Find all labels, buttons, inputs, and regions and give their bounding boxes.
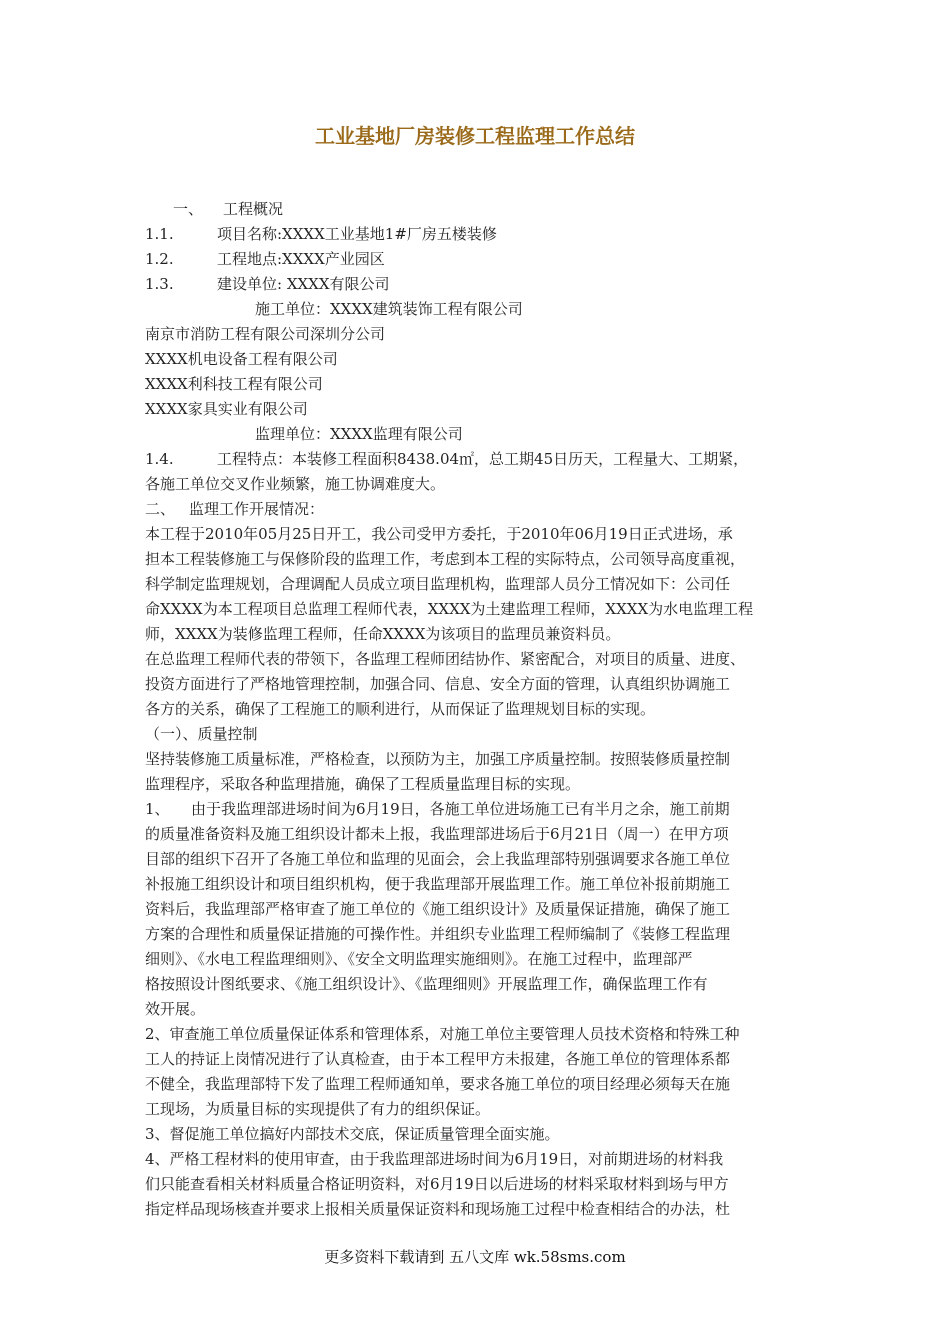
paragraph-line: 的质量准备资料及施工组织设计都未上报，我监理部进场后于6月21日（周一）在甲方项 [145, 825, 729, 843]
item-text: 建设单位: XXXX有限公司 [217, 275, 390, 293]
section-title: 监理工作开展情况： [189, 500, 325, 518]
paragraph-line: 工现场，为质量目标的实现提供了有力的组织保证。 [145, 1100, 491, 1118]
paragraph-line: 命XXXX为本工程项目总监理工程师代表，XXXX为土建监理工程师，XXXX为水电监理工程 [145, 600, 754, 618]
item-text: 工程特点：本装修工程面积8438.04㎡，总工期45日历天，工程量大、工期紧， [217, 450, 749, 468]
point-1 [145, 797, 807, 822]
paragraph-line: 担本工程装修施工与保修阶段的监理工作，考虑到本工程的实际特点，公司领导高度重视， [145, 550, 746, 568]
paragraph-line: 2、审查施工单位质量保证体系和管理体系，对施工单位主要管理人员技术资格和特殊工种 [145, 1025, 740, 1043]
subsection-heading: （一）、质量控制 [145, 725, 258, 743]
paragraph-line: 目部的组织下召开了各施工单位和监理的见面会，会上我监理部特别强调要求各施工单位 [145, 850, 731, 868]
item-number: 1.3. [145, 275, 174, 293]
paragraph-line: 细则》、《水电工程监理细则》、《安全文明监理实施细则》。在施工过程中，监理部严 [145, 950, 693, 968]
paragraph-line: 方案的合理性和质量保证措施的可操作性。并组织专业监理工程师编制了《装修工程监理 [145, 925, 731, 943]
item-number: 1.4. [145, 450, 174, 468]
item-number: 1.1. [145, 225, 174, 243]
paragraph-line: 在总监理工程师代表的带领下，各监理工程师团结协作、紧密配合，对项目的质量、进度、 [145, 650, 746, 668]
item-number: 1.2. [145, 250, 174, 268]
supervision-unit: 监理单位：XXXX监理有限公司 [255, 425, 463, 443]
paragraph-line: 各方的关系，确保了工程施工的顺利进行，从而保证了监理规划目标的实现。 [145, 700, 656, 718]
section-heading-2 [145, 497, 807, 522]
paragraph-line: 补报施工组织设计和项目组织机构，便于我监理部开展监理工作。施工单位补报前期施工 [145, 875, 731, 893]
paragraph-line: 们只能查看相关材料质量合格证明资料，对6月19日以后进场的材料采取材料到场与甲方 [145, 1175, 729, 1193]
item-1-4 [145, 447, 807, 472]
section-heading-1 [145, 197, 807, 222]
paragraph-line: 效开展。 [145, 1000, 206, 1018]
section-title: 工程概况 [223, 200, 284, 218]
item-text: 工程地点:XXXX产业园区 [217, 250, 385, 268]
item-1-1 [145, 222, 807, 247]
paragraph-line: 工人的持证上岗情况进行了认真检查，由于本工程甲方未报建，各施工单位的管理体系都 [145, 1050, 731, 1068]
paragraph-line: 格按照设计图纸要求、《施工组织设计》、《监理细则》开展监理工作，确保监理工作有 [145, 975, 708, 993]
item-1-2 [145, 247, 807, 272]
construction-unit: 施工单位：XXXX建筑装饰工程有限公司 [255, 300, 523, 318]
contractor-line: XXXX利科技工程有限公司 [145, 375, 323, 393]
item-text: 项目名称:XXXX工业基地1#厂房五楼装修 [217, 225, 497, 243]
point-text: 由于我监理部进场时间为6月19日，各施工单位进场施工已有半月之余，施工前期 [191, 800, 730, 818]
paragraph-line: 资料后，我监理部严格审查了施工单位的《施工组织设计》及质量保证措施，确保了施工 [145, 900, 731, 918]
paragraph-line: 师，XXXX为装修监理工程师，任命XXXX为该项目的监理员兼资料员。 [145, 625, 621, 643]
page-title: 工业基地厂房装修工程监理工作总结 [315, 124, 635, 148]
paragraph-line: 不健全，我监理部特下发了监理工程师通知单，要求各施工单位的项目经理必须每天在施 [145, 1075, 731, 1093]
paragraph-line: 坚持装修施工质量标准，严格检查，以预防为主，加强工序质量控制。按照装修质量控制 [145, 750, 731, 768]
paragraph-line: 4、严格工程材料的使用审查，由于我监理部进场时间为6月19日，对前期进场的材料我 [145, 1150, 724, 1168]
footer-download-notice: 更多资料下载请到 五八文库 wk.58sms.com [324, 1248, 626, 1266]
contractor-line: XXXX家具实业有限公司 [145, 400, 308, 418]
paragraph-line: 投资方面进行了严格地管理控制，加强合同、信息、安全方面的管理，认真组织协调施工 [145, 675, 731, 693]
section-number: 一、 [173, 200, 204, 218]
paragraph-line: 科学制定监理规划，合理调配人员成立项目监理机构，监理部人员分工情况如下：公司任 [145, 575, 731, 593]
paragraph-line: 本工程于2010年05月25日开工，我公司受甲方委托，于2010年06月19日正式进场，承 [145, 525, 733, 543]
point-number: 1、 [145, 800, 170, 818]
item-1-3 [145, 272, 807, 297]
contractor-line: XXXX机电设备工程有限公司 [145, 350, 338, 368]
contractor-line: 南京市消防工程有限公司深圳分公司 [145, 325, 386, 343]
paragraph-line: 监理程序，采取各种监理措施，确保了工程质量监理目标的实现。 [145, 775, 581, 793]
paragraph-line: 3、督促施工单位搞好内部技术交底，保证质量管理全面实施。 [145, 1125, 560, 1143]
section-number: 二、 [145, 500, 176, 518]
document-body [145, 197, 807, 1222]
paragraph-line: 指定样品现场核查并要求上报相关质量保证资料和现场施工过程中检查相结合的办法，杜 [145, 1200, 731, 1218]
item-1-4-continued: 各施工单位交叉作业频繁，施工协调难度大。 [145, 475, 446, 493]
